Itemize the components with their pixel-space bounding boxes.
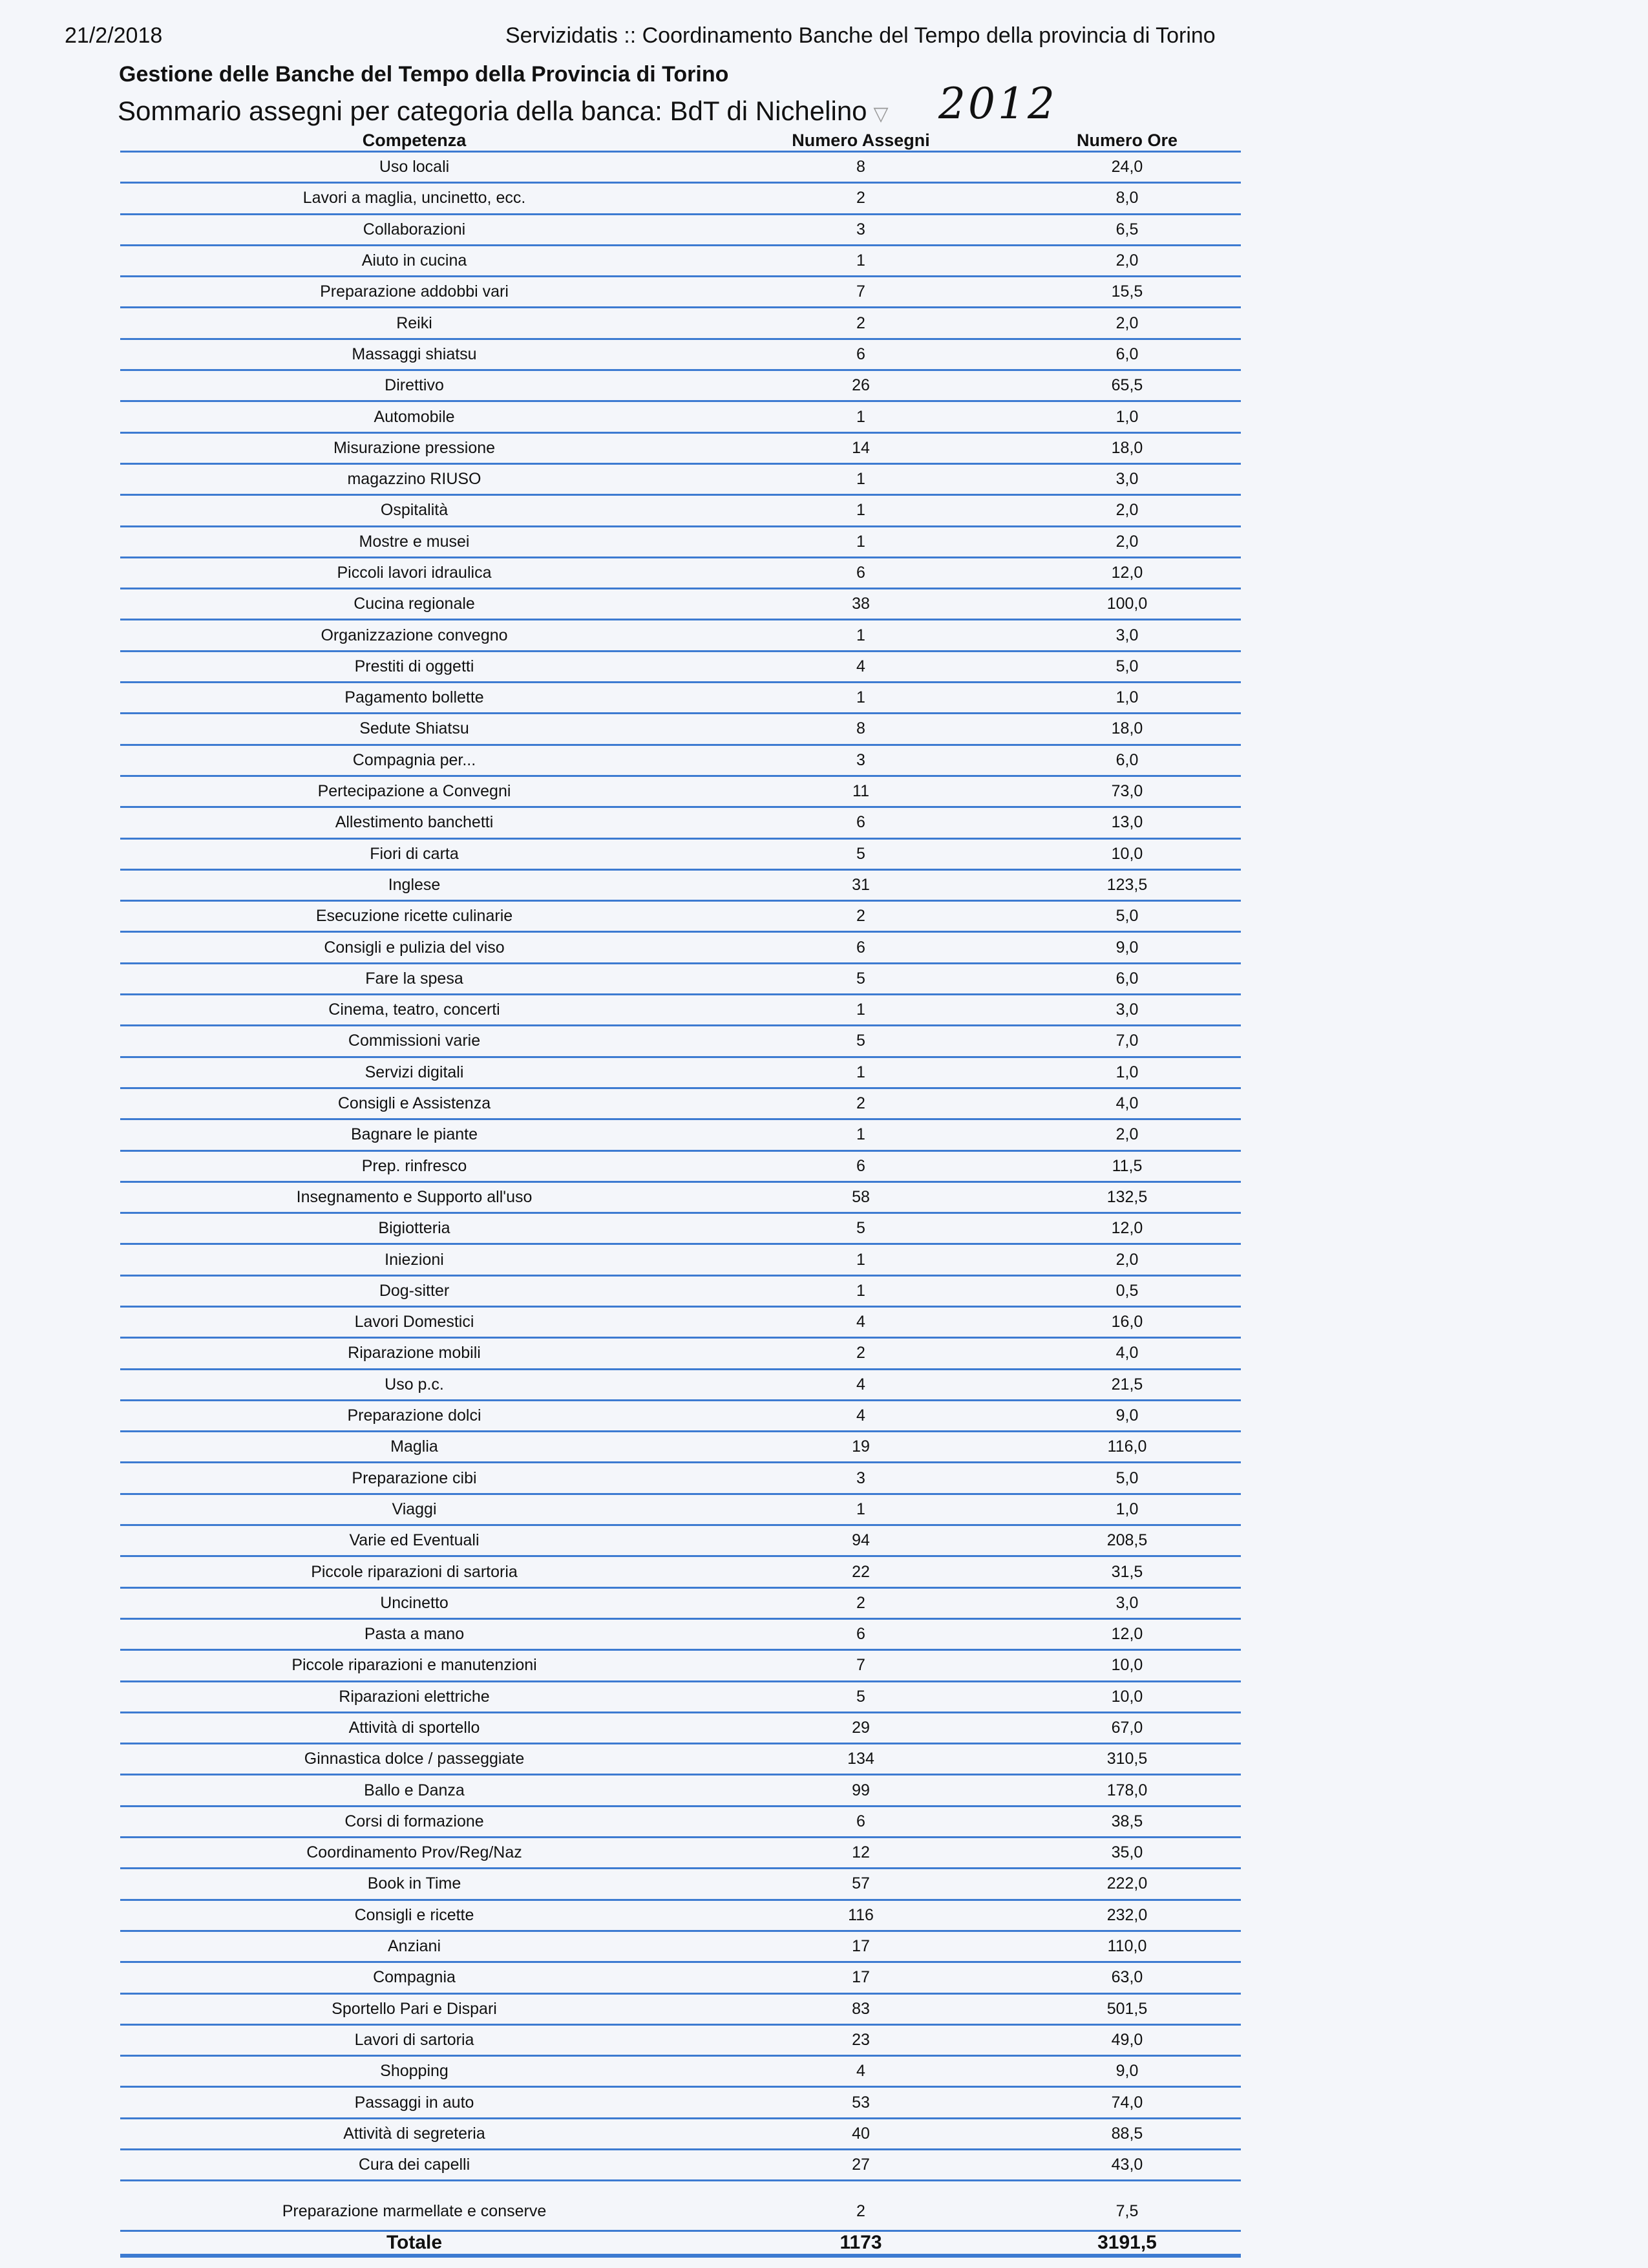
table-row — [120, 1901, 1241, 1932]
cell-numero-assegni: 1 — [856, 1125, 865, 1144]
cell-numero-ore: 222,0 — [1106, 1874, 1148, 1893]
cell-competenza: Attività di sportello — [348, 1718, 480, 1737]
cell-numero-ore: 2,0 — [1115, 501, 1139, 520]
cell-numero-ore: 24,0 — [1111, 158, 1143, 176]
cell-numero-assegni: 8 — [856, 158, 865, 176]
cell-numero-ore: 74,0 — [1111, 2093, 1143, 2112]
table-row — [120, 589, 1241, 620]
table-row — [120, 1557, 1241, 1588]
cell-competenza: Sedute Shiatsu — [359, 719, 469, 738]
cell-numero-assegni: 116 — [848, 1905, 874, 1924]
cell-numero-assegni: 11 — [852, 782, 869, 801]
cell-competenza: Compagnia per... — [352, 750, 476, 769]
column-header-numero-ore[interactable]: Numero Ore — [1076, 131, 1178, 150]
cell-numero-ore: 12,0 — [1111, 564, 1143, 582]
table-row — [120, 308, 1241, 339]
table-row — [120, 215, 1241, 246]
cell-competenza: Uso p.c. — [385, 1375, 444, 1394]
table-row — [120, 2088, 1241, 2119]
cell-numero-ore: 232,0 — [1106, 1905, 1148, 1924]
cell-numero-ore: 38,5 — [1111, 1812, 1143, 1830]
table-row — [120, 1152, 1241, 1183]
table-row — [120, 1589, 1241, 1620]
cell-numero-ore: 18,0 — [1111, 719, 1143, 738]
cell-numero-assegni: 17 — [852, 1968, 870, 1987]
table-row — [120, 902, 1241, 933]
cell-numero-assegni: 3 — [856, 220, 865, 238]
cell-competenza: Bagnare le piante — [351, 1125, 478, 1144]
cell-numero-ore: 1,0 — [1115, 407, 1139, 426]
cell-numero-assegni: 2 — [856, 1344, 865, 1362]
table-row — [120, 2119, 1241, 2150]
cell-numero-ore: 3,0 — [1115, 470, 1139, 489]
cell-numero-assegni: 14 — [852, 438, 870, 457]
cell-competenza: Preparazione marmellate e conserve — [282, 2202, 547, 2221]
table-row — [120, 1026, 1241, 1057]
cell-numero-assegni: 1 — [856, 1281, 865, 1300]
summary-heading — [118, 96, 889, 127]
cell-numero-assegni: 5 — [856, 1032, 865, 1050]
cell-numero-assegni: 1 — [856, 1250, 865, 1269]
cell-competenza: Collaborazioni — [363, 220, 466, 238]
cell-numero-assegni: 6 — [856, 1812, 865, 1830]
table-row — [120, 871, 1241, 902]
summary-table — [120, 131, 1241, 2258]
table-row — [120, 1401, 1241, 1432]
table-row — [120, 777, 1241, 808]
cell-numero-assegni: 3 — [856, 1468, 865, 1487]
cell-numero-ore: 18,0 — [1111, 438, 1143, 457]
cell-numero-assegni: 1 — [856, 1001, 865, 1019]
cell-numero-assegni: 6 — [856, 564, 865, 582]
table-row — [120, 1463, 1241, 1494]
cell-competenza: Ginnastica dolce / passeggiate — [304, 1750, 525, 1768]
cell-numero-assegni: 6 — [856, 1156, 865, 1175]
cell-competenza: Cura dei capelli — [358, 2156, 470, 2174]
cell-competenza: Ballo e Danza — [364, 1781, 465, 1799]
cell-numero-assegni: 1 — [856, 532, 865, 551]
cell-competenza: Anziani — [388, 1937, 441, 1956]
column-header-competenza[interactable]: Competenza — [362, 131, 467, 150]
cell-numero-ore: 7,5 — [1115, 2202, 1139, 2221]
cell-numero-assegni: 94 — [852, 1531, 870, 1550]
cell-competenza: Cinema, teatro, concerti — [328, 1001, 500, 1019]
table-row — [120, 340, 1241, 371]
table-row — [120, 1245, 1241, 1276]
cell-competenza: Bigiotteria — [378, 1219, 450, 1238]
cell-numero-ore: 31,5 — [1111, 1562, 1143, 1581]
cell-competenza: Direttivo — [385, 376, 444, 395]
cell-competenza: Attività di segreteria — [343, 2124, 485, 2143]
cell-competenza: Piccole riparazioni e manutenzioni — [291, 1656, 537, 1675]
total-ore: 3191,5 — [1097, 2232, 1157, 2254]
cell-numero-ore: 2,0 — [1115, 532, 1139, 551]
cell-numero-assegni: 1 — [856, 688, 865, 707]
cell-numero-ore: 16,0 — [1111, 1313, 1143, 1331]
cell-numero-ore: 63,0 — [1111, 1968, 1143, 1987]
cell-numero-ore: 501,5 — [1106, 1999, 1148, 2018]
cell-numero-assegni: 5 — [856, 1687, 865, 1706]
cell-numero-assegni: 134 — [847, 1750, 874, 1768]
table-row — [120, 933, 1241, 964]
table-row — [120, 246, 1241, 277]
cell-competenza: Mostre e musei — [359, 532, 470, 551]
cell-competenza: Insegnamento e Supporto all'uso — [296, 1187, 533, 1206]
table-row — [120, 1120, 1241, 1151]
cell-numero-ore: 132,5 — [1106, 1187, 1148, 1206]
cell-numero-ore: 65,5 — [1111, 376, 1143, 395]
cell-numero-assegni: 4 — [856, 1375, 865, 1394]
table-body — [120, 153, 1241, 2181]
cell-numero-assegni: 6 — [856, 938, 865, 957]
cell-numero-assegni: 57 — [852, 1874, 870, 1893]
cell-numero-assegni: 5 — [856, 844, 865, 863]
cell-competenza: Commissioni varie — [348, 1032, 481, 1050]
cell-numero-assegni: 2 — [856, 313, 865, 332]
cell-competenza: Dog-sitter — [379, 1281, 450, 1300]
handwritten-year: 2012 — [938, 79, 1057, 129]
summary-heading-text: Sommario assegni per categoria della banca: BdT di Nichelino — [118, 96, 867, 126]
table-row — [120, 277, 1241, 308]
table-row — [120, 714, 1241, 745]
cell-competenza: Lavori Domestici — [354, 1313, 474, 1331]
cell-competenza: Uso locali — [379, 158, 450, 176]
site-title: Servizidatis :: Coordinamento Banche del Tempo della provincia di Torino — [505, 23, 1216, 48]
table-row — [120, 683, 1241, 714]
table-row — [120, 558, 1241, 589]
cell-numero-assegni: 4 — [856, 1313, 865, 1331]
cell-numero-ore: 100,0 — [1106, 595, 1148, 613]
cell-numero-assegni: 1 — [856, 501, 865, 520]
cell-numero-ore: 2,0 — [1115, 313, 1139, 332]
cell-numero-ore: 1,0 — [1115, 1500, 1139, 1518]
cell-competenza: Prestiti di oggetti — [354, 657, 474, 675]
cell-numero-ore: 9,0 — [1115, 2062, 1139, 2081]
table-row — [120, 1932, 1241, 1963]
table-row — [120, 1838, 1241, 1869]
cell-numero-ore: 3,0 — [1115, 1001, 1139, 1019]
table-row — [120, 2026, 1241, 2057]
table-header-row — [120, 131, 1241, 153]
cell-competenza: Ospitalità — [380, 501, 449, 520]
cell-numero-assegni: 23 — [852, 2030, 870, 2049]
cell-numero-ore: 43,0 — [1111, 2156, 1143, 2174]
table-row — [120, 1713, 1241, 1744]
cell-competenza: Passaggi in auto — [354, 2093, 474, 2112]
cell-competenza: Aiuto in cucina — [361, 251, 467, 270]
cell-numero-assegni: 19 — [852, 1437, 870, 1456]
cell-numero-assegni: 8 — [856, 719, 865, 738]
filter-icon[interactable]: ▽ — [873, 103, 889, 125]
cell-numero-ore: 15,5 — [1111, 282, 1143, 301]
cell-numero-assegni: 4 — [856, 1406, 865, 1425]
cell-numero-ore: 88,5 — [1111, 2124, 1143, 2143]
cell-numero-assegni: 58 — [852, 1187, 870, 1206]
table-row — [120, 1995, 1241, 2026]
cell-numero-ore: 13,0 — [1111, 813, 1143, 832]
cell-numero-ore: 6,0 — [1115, 750, 1139, 769]
cell-numero-assegni: 5 — [856, 1219, 865, 1238]
cell-numero-ore: 110,0 — [1107, 1937, 1147, 1956]
table-row — [120, 1370, 1241, 1401]
cell-numero-assegni: 7 — [856, 282, 865, 301]
cell-numero-ore: 3,0 — [1115, 1593, 1139, 1612]
cell-numero-assegni: 29 — [852, 1718, 870, 1737]
table-row — [120, 1620, 1241, 1651]
cell-numero-ore: 2,0 — [1115, 1125, 1139, 1144]
table-row — [120, 1495, 1241, 1526]
table-row — [120, 746, 1241, 777]
table-row — [120, 2150, 1241, 2181]
cell-numero-ore: 8,0 — [1115, 189, 1139, 207]
cell-numero-assegni: 99 — [852, 1781, 870, 1799]
cell-numero-ore: 12,0 — [1111, 1219, 1143, 1238]
table-row — [120, 496, 1241, 527]
cell-numero-assegni: 4 — [856, 657, 865, 675]
table-row — [120, 652, 1241, 683]
cell-numero-ore: 3,0 — [1115, 626, 1139, 644]
cell-numero-ore: 49,0 — [1111, 2030, 1143, 2049]
cell-numero-assegni: 22 — [852, 1562, 870, 1581]
cell-numero-assegni: 2 — [856, 907, 865, 926]
cell-numero-ore: 5,0 — [1115, 1468, 1139, 1487]
total-label: Totale — [386, 2232, 443, 2254]
cell-competenza: Lavori di sartoria — [354, 2030, 474, 2049]
table-row — [120, 465, 1241, 496]
cell-competenza: Coordinamento Prov/Reg/Naz — [306, 1843, 522, 1862]
table-row — [120, 1744, 1241, 1775]
cell-numero-ore: 208,5 — [1106, 1531, 1148, 1550]
cell-competenza: Sportello Pari e Dispari — [332, 1999, 497, 2018]
table-row — [120, 1651, 1241, 1682]
cell-competenza: Viaggi — [392, 1500, 437, 1518]
cell-numero-assegni: 40 — [852, 2124, 870, 2143]
column-header-numero-assegni[interactable]: Numero Assegni — [792, 131, 930, 150]
table-row — [120, 1682, 1241, 1713]
cell-numero-ore: 4,0 — [1115, 1344, 1139, 1362]
cell-numero-assegni: 6 — [856, 813, 865, 832]
table-row — [120, 1308, 1241, 1339]
cell-numero-ore: 6,0 — [1115, 344, 1139, 363]
cell-numero-assegni: 1 — [856, 1500, 865, 1518]
cell-numero-assegni: 1 — [856, 1063, 865, 1081]
cell-numero-assegni: 53 — [852, 2093, 870, 2112]
table-row — [120, 184, 1241, 215]
cell-numero-ore: 11,5 — [1112, 1156, 1143, 1175]
cell-competenza: Preparazione dolci — [347, 1406, 481, 1425]
cell-numero-ore: 67,0 — [1111, 1718, 1143, 1737]
cell-numero-assegni: 27 — [852, 2156, 870, 2174]
table-row — [120, 964, 1241, 995]
cell-competenza: Varie ed Eventuali — [349, 1531, 480, 1550]
table-row — [120, 2193, 1241, 2232]
cell-numero-ore: 1,0 — [1115, 1063, 1139, 1081]
table-row — [120, 1963, 1241, 1994]
cell-numero-ore: 9,0 — [1115, 1406, 1139, 1425]
cell-competenza: Uncinetto — [380, 1593, 449, 1612]
cell-competenza: Riparazioni elettriche — [339, 1687, 490, 1706]
cell-numero-assegni: 2 — [856, 1593, 865, 1612]
cell-numero-assegni: 2 — [856, 189, 865, 207]
cell-numero-assegni: 2 — [856, 2202, 865, 2221]
cell-numero-assegni: 2 — [856, 1094, 865, 1113]
cell-competenza: Servizi digitali — [364, 1063, 464, 1081]
cell-numero-ore: 178,0 — [1106, 1781, 1148, 1799]
table-row — [120, 1339, 1241, 1370]
cell-competenza: Allestimento banchetti — [335, 813, 494, 832]
cell-competenza: Consigli e ricette — [354, 1905, 474, 1924]
print-date: 21/2/2018 — [65, 23, 163, 48]
cell-competenza: Organizzazione convegno — [321, 626, 508, 644]
cell-competenza: Piccole riparazioni di sartoria — [311, 1562, 518, 1581]
table-row — [120, 402, 1241, 433]
cell-competenza: Consigli e pulizia del viso — [324, 938, 505, 957]
cell-competenza: Prep. rinfresco — [361, 1156, 467, 1175]
cell-competenza: Esecuzione ricette culinarie — [315, 907, 513, 926]
cell-numero-ore: 310,5 — [1106, 1750, 1148, 1768]
cell-numero-ore: 5,0 — [1115, 907, 1139, 926]
cell-numero-assegni: 3 — [856, 750, 865, 769]
table-row — [120, 1183, 1241, 1214]
table-row — [120, 1807, 1241, 1838]
cell-competenza: Corsi di formazione — [344, 1812, 484, 1830]
table-row — [120, 840, 1241, 871]
cell-competenza: Lavori a maglia, uncinetto, ecc. — [302, 189, 526, 207]
cell-competenza: Consigli e Assistenza — [337, 1094, 491, 1113]
table-row — [120, 995, 1241, 1026]
cell-competenza: Piccoli lavori idraulica — [337, 564, 492, 582]
cell-competenza: Reiki — [396, 313, 432, 332]
cell-numero-ore: 35,0 — [1111, 1843, 1143, 1862]
table-row — [120, 1058, 1241, 1089]
table-row — [120, 1089, 1241, 1120]
cell-competenza: Pasta a mano — [364, 1625, 465, 1644]
cell-numero-ore: 2,0 — [1115, 251, 1139, 270]
cell-numero-assegni: 31 — [852, 875, 870, 894]
cell-numero-assegni: 7 — [856, 1656, 865, 1675]
cell-competenza: magazzino RIUSO — [347, 470, 481, 489]
table-row — [120, 1775, 1241, 1807]
cell-competenza: Fiori di carta — [370, 844, 459, 863]
table-row — [120, 1869, 1241, 1900]
cell-numero-assegni: 38 — [852, 595, 870, 613]
cell-numero-assegni: 6 — [856, 344, 865, 363]
cell-numero-ore: 6,0 — [1115, 969, 1139, 988]
cell-numero-ore: 123,5 — [1106, 875, 1148, 894]
cell-competenza: Massaggi shiatsu — [352, 344, 477, 363]
table-row — [120, 1277, 1241, 1308]
table-row — [120, 620, 1241, 652]
cell-competenza: Automobile — [374, 407, 455, 426]
cell-numero-assegni: 1 — [856, 407, 865, 426]
cell-competenza: Book in Time — [367, 1874, 461, 1893]
table-row — [120, 527, 1241, 558]
cell-competenza: Pagamento bollette — [344, 688, 484, 707]
cell-numero-assegni: 17 — [852, 1937, 870, 1956]
cell-competenza: Riparazione mobili — [348, 1344, 481, 1362]
table-row — [120, 1214, 1241, 1245]
cell-numero-assegni: 4 — [856, 2062, 865, 2081]
cell-numero-ore: 10,0 — [1111, 844, 1143, 863]
org-heading: Gestione delle Banche del Tempo della Provincia di Torino — [119, 62, 729, 87]
cell-numero-ore: 12,0 — [1111, 1625, 1143, 1644]
table-row — [120, 434, 1241, 465]
total-assegni: 1173 — [840, 2232, 882, 2254]
cell-numero-assegni: 26 — [852, 376, 870, 395]
cell-numero-assegni: 6 — [856, 1625, 865, 1644]
cell-competenza: Shopping — [380, 2062, 449, 2081]
cell-numero-ore: 4,0 — [1115, 1094, 1139, 1113]
cell-numero-ore: 10,0 — [1111, 1687, 1143, 1706]
table-row — [120, 2057, 1241, 2088]
cell-numero-assegni: 83 — [852, 1999, 870, 2018]
cell-competenza: Inglese — [388, 875, 441, 894]
cell-numero-ore: 2,0 — [1115, 1250, 1139, 1269]
cell-numero-assegni: 1 — [856, 470, 865, 489]
cell-numero-ore: 0,5 — [1115, 1281, 1139, 1300]
cell-numero-assegni: 12 — [852, 1843, 870, 1862]
cell-numero-ore: 73,0 — [1111, 782, 1143, 801]
cell-competenza: Cucina regionale — [354, 595, 475, 613]
cell-competenza: Maglia — [390, 1437, 438, 1456]
cell-numero-ore: 10,0 — [1111, 1656, 1143, 1675]
cell-numero-ore: 1,0 — [1115, 688, 1139, 707]
cell-numero-ore: 6,5 — [1115, 220, 1139, 238]
total-row — [120, 2232, 1241, 2258]
table-row — [120, 371, 1241, 402]
table-row — [120, 1526, 1241, 1557]
cell-numero-assegni: 1 — [856, 626, 865, 644]
table-row — [120, 1432, 1241, 1463]
table-row — [120, 808, 1241, 839]
cell-numero-ore: 21,5 — [1111, 1375, 1143, 1394]
cell-competenza: Pertecipazione a Convegni — [317, 782, 511, 801]
cell-numero-ore: 5,0 — [1115, 657, 1139, 675]
cell-numero-ore: 7,0 — [1115, 1032, 1139, 1050]
cell-numero-assegni: 5 — [856, 969, 865, 988]
cell-numero-assegni: 1 — [856, 251, 865, 270]
cell-competenza: Fare la spesa — [365, 969, 463, 988]
cell-competenza: Preparazione addobbi vari — [320, 282, 509, 301]
cell-competenza: Misurazione pressione — [333, 438, 496, 457]
table-row — [120, 153, 1241, 184]
cell-competenza: Preparazione cibi — [352, 1468, 477, 1487]
cell-numero-ore: 116,0 — [1107, 1437, 1147, 1456]
cell-competenza: Compagnia — [373, 1968, 456, 1987]
cell-numero-ore: 9,0 — [1115, 938, 1139, 957]
cell-competenza: Iniezioni — [385, 1250, 444, 1269]
